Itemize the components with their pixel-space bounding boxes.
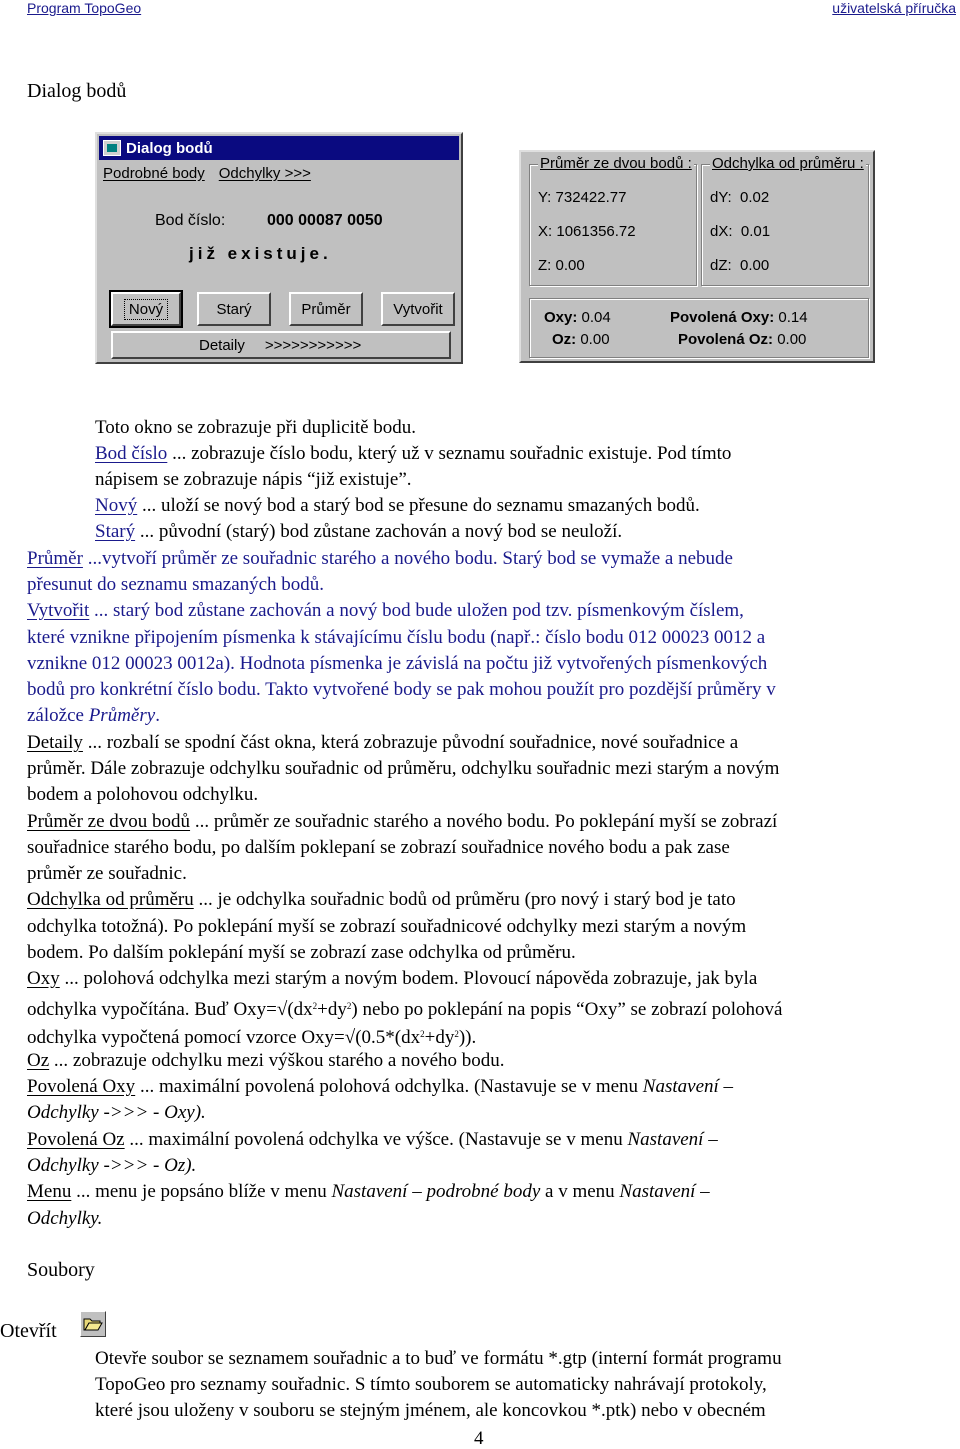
item-bod-line2: nápisem se zobrazuje nápis “již existuje”. (95, 469, 412, 490)
point-dialog (95, 132, 463, 364)
item-pzdb-line3: průměr ze souřadnic. (27, 863, 187, 884)
dialog-menubar (103, 165, 311, 182)
item-pzdb-line2: souřadnice starého bodu, po dalším poklepaní se zobrazí souřadnice nového bodu a pak zase (27, 837, 730, 858)
item-vytvorit-line5: záložce Průměry. (27, 705, 160, 726)
term-stary[interactable]: Starý (95, 521, 136, 542)
item-novy: Nový ... uloží se nový bod a starý bod se přesune do seznamu smazaných bodů. (95, 495, 700, 516)
term-novy[interactable]: Nový (95, 495, 138, 516)
details-button[interactable] (111, 331, 451, 359)
new-button[interactable] (111, 292, 181, 326)
page-number: 4 (474, 1428, 484, 1449)
app-icon (103, 140, 121, 156)
item-odp-line2: odchylka totožná). Po poklepání myší se zobrazí souřadnicové odchylky mezi starým a novým (27, 916, 747, 937)
term-oxy[interactable]: Oxy (27, 968, 60, 989)
create-button[interactable] (381, 292, 455, 326)
avg-x-row: X: 1061356.72 (538, 223, 636, 240)
menu-detail-points[interactable]: Podrobné body (103, 165, 205, 182)
item-stary: Starý ... původní (starý) bod zůstane zachován a nový bod se neuloží. (95, 521, 623, 542)
item-vytvorit-line1: Vytvořit ... starý bod zůstane zachován a nový bod bude uložen pod tzv. písmenkovým číslem, (27, 600, 744, 621)
term-povolena-oz[interactable]: Povolená Oz (27, 1129, 125, 1150)
folder-open-icon[interactable] (80, 1311, 106, 1337)
item-pzdb-line1: Průměr ze dvou bodů ... průměr ze souřadnic starého a nového bodu. Po poklepání myší se zobrazí (27, 811, 778, 832)
average-group (529, 155, 697, 286)
item-menu-line2: Odchylky. (27, 1208, 103, 1229)
menu-deviations[interactable]: Odchylky >>> (218, 165, 311, 182)
item-povoz-line1: Povolená Oz ... maximální povolená odchylka ve výšce. (Nastavuje se v menu Nastavení – (27, 1129, 718, 1150)
new-button-label: Nový (124, 299, 168, 320)
item-oxy-line2: odchylka vypočítána. Buď $Oxy=√(dx^2+dy^2)$ nebo po poklepání na popis “Oxy” se zobrazí polohová (27, 999, 783, 1020)
files-heading: Soubory (27, 1259, 95, 1281)
item-odp-line1: Odchylka od průměru ... je odchylka souřadnic bodů od průměru (pro nový i starý bod je tato (27, 889, 736, 910)
term-povolena-oxy[interactable]: Povolená Oxy (27, 1076, 136, 1097)
item-oz: Oz ... zobrazuje odchylku mezi výškou starého a nového bodu. (27, 1050, 505, 1071)
item-odp-line3: bodem. Po dalším poklepání myší se zobrazí zase odchylka od průměru. (27, 942, 576, 963)
open-desc-line3: které jsou uloženy v souboru se stejným jménem, ale koncovkou *.ptk) nebo v obecném (95, 1400, 766, 1421)
dialog-title: Dialog bodů (126, 139, 213, 157)
exists-message: již existuje. (189, 244, 332, 263)
item-bod-line1: Bod číslo ... zobrazuje číslo bodu, který už v seznamu souřadnic existuje. Pod tímto (95, 443, 732, 464)
term-prumer-ze-dvou-bodu[interactable]: Průměr ze dvou bodů (27, 811, 191, 832)
term-menu[interactable]: Menu (27, 1181, 72, 1202)
avg-y-row: Y: 732422.77 (538, 189, 627, 206)
details-label: Detaily (199, 336, 245, 354)
open-desc-line2: TopoGeo pro seznamy souřadnic. S tímto souborem se automaticky nahrávají protokoly, (95, 1374, 767, 1395)
average-group-title[interactable]: Průměr ze dvou bodů : (540, 155, 692, 172)
section-title: Dialog bodů (27, 80, 127, 102)
details-arrows: >>>>>>>>>>> (264, 336, 362, 354)
dialog-titlebar (99, 136, 459, 160)
statistics-panel (519, 150, 875, 363)
term-detaily[interactable]: Detaily (27, 732, 83, 753)
term-bod-cislo[interactable]: Bod číslo (95, 443, 168, 464)
item-vytvorit-line3: vznikne 012 00023 0012a). Hodnota písmenka je závislá na počtu již vytvořených písmenkových (27, 653, 768, 674)
allowed-oxy-row: Povolená Oxy: 0.14 (670, 309, 808, 326)
deviation-group-title[interactable]: Odchylka od průměru : (712, 155, 864, 172)
deviation-group (701, 155, 869, 286)
term-odchylka-od-prumeru[interactable]: Odchylka od průměru (27, 889, 194, 910)
header-right-link[interactable]: uživatelská příručka (832, 0, 956, 16)
item-povoxy-line1: Povolená Oxy ... maximální povolená polohová odchylka. (Nastavuje se v menu Nastavení – (27, 1076, 734, 1097)
item-prumer-line1: Průměr ...vytvoří průměr ze souřadnic starého a nového bodu. Starý bod se vymaže a nebude (27, 548, 733, 569)
old-button[interactable] (197, 292, 271, 326)
average-button[interactable] (289, 292, 363, 326)
item-vytvorit-line4: bodů pro konkrétní číslo bodu. Takto vytvořené body se pak mohou použít pro pozdější průměry v (27, 679, 776, 700)
point-number-label: Bod číslo: (155, 212, 226, 229)
header-left-link[interactable]: Program TopoGeo (27, 0, 142, 16)
old-button-label: Starý (216, 300, 252, 318)
open-desc-line1: Otevře soubor se seznamem souřadnic a to buď ve formátu *.gtp (interní formát programu (95, 1348, 782, 1369)
item-detaily-line1: Detaily ... rozbalí se spodní část okna, která zobrazuje původní souřadnice, nové souřadnice a (27, 732, 739, 753)
term-prumer[interactable]: Průměr (27, 548, 83, 569)
dev-dy-row: dY: 0.02 (710, 189, 770, 206)
tolerance-group (529, 298, 869, 358)
point-number-value: 000 00087 0050 (267, 212, 383, 229)
item-menu-line1: Menu ... menu je popsáno blíže v menu Nastavení – podrobné body a v menu Nastavení – (27, 1181, 710, 1202)
item-oxy-line3: odchylka vypočtená pomocí vzorce $Oxy=√(0.5*(dx^2+dy^2))$. (27, 1027, 477, 1048)
dev-dz-row: dZ: 0.00 (710, 257, 770, 274)
item-prumer-line2: přesunut do seznamu smazaných bodů. (27, 574, 325, 595)
oz-row: Oz: 0.00 (552, 331, 610, 348)
item-detaily-line2: průměr. Dále zobrazuje odchylku souřadnic od průměru, odchylku souřadnic mezi starým a novým (27, 758, 780, 779)
item-povoz-line2: Odchylky ->>> - Oz). (27, 1155, 197, 1176)
open-label: Otevřít (0, 1320, 57, 1342)
avg-z-row: Z: 0.00 (538, 257, 585, 274)
dev-dx-row: dX: 0.01 (710, 223, 771, 240)
oxy-row[interactable]: Oxy: 0.04 (544, 309, 611, 326)
create-button-label: Vytvořit (393, 300, 443, 318)
intro-text: Toto okno se zobrazuje při duplicitě bodu. (95, 417, 417, 438)
term-oz[interactable]: Oz (27, 1050, 50, 1071)
item-povoxy-line2: Odchylky ->>> - Oxy). (27, 1102, 206, 1123)
term-vytvorit[interactable]: Vytvořit (27, 600, 90, 621)
average-button-label: Průměr (301, 300, 351, 318)
item-vytvorit-line2: které vznikne připojením písmenka k stávajícímu číslu bodu (např.: číslo bodu 012 00023 0012 a (27, 627, 766, 648)
allowed-oz-row: Povolená Oz: 0.00 (678, 331, 807, 348)
item-oxy-line1: Oxy ... polohová odchylka mezi starým a novým bodem. Plovoucí nápověda zobrazuje, jak byla (27, 968, 758, 989)
item-detaily-line3: bodem a polohovou odchylku. (27, 784, 259, 805)
